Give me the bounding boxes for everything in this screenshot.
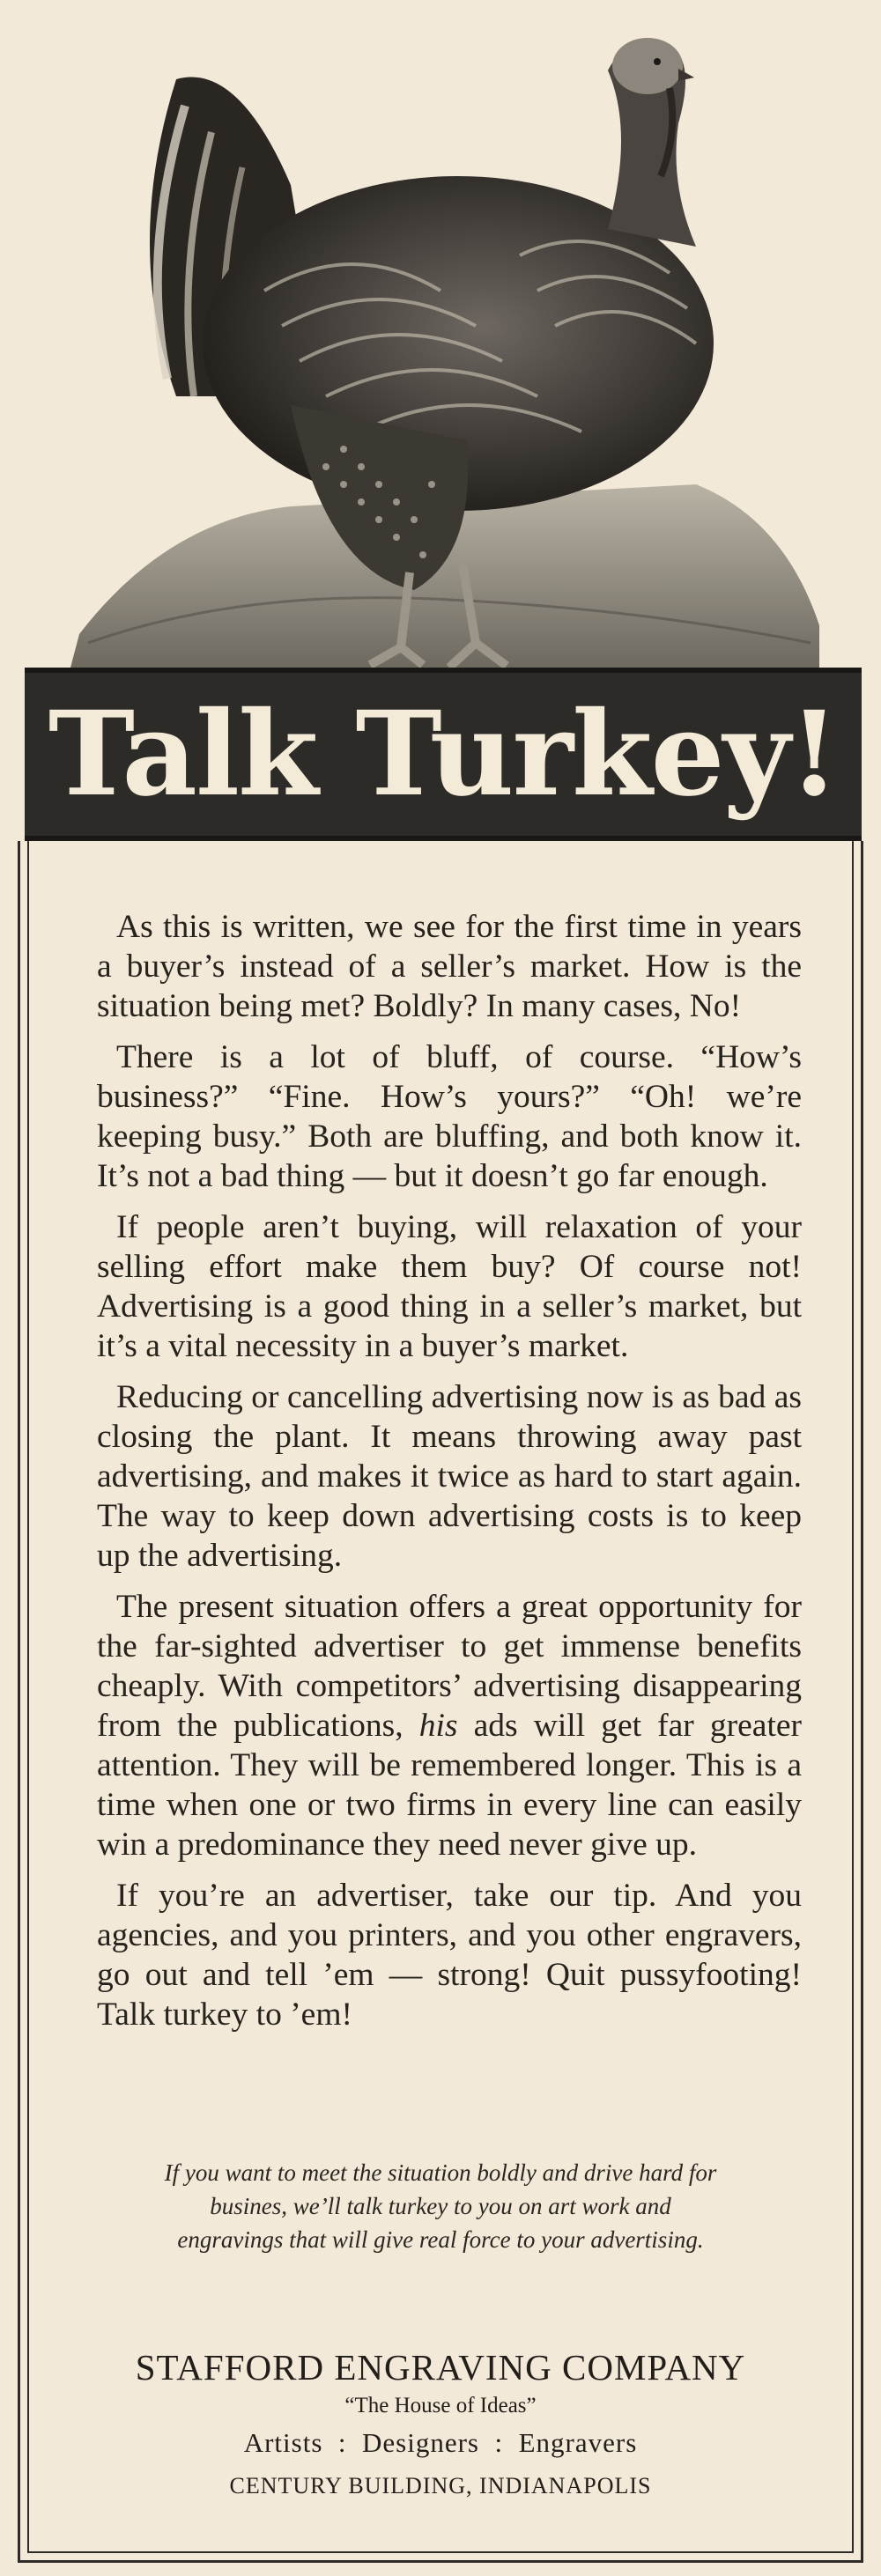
company-address: CENTURY BUILDING, INDIANAPOLIS	[229, 2473, 652, 2498]
paragraph-5	[97, 1587, 802, 1864]
company-motto: “The House of Ideas”	[344, 2394, 537, 2417]
paragraph-3: If people aren’t buying, will relaxation of your selling effort make them buy? Of course not! Advertising is a good thing in a seller’s market, but it’s a vital necessity in a buyer’s market.	[97, 1209, 802, 1364]
tagline: If you want to meet the situation boldly and drive hard for busines, we’ll talk turkey to you on art work and engravings that will give real force to your advertising.	[164, 2159, 717, 2253]
paragraph-6: If you’re an advertiser, take our tip. And you agencies, and you printers, and you other engravers, go out and tell ’em — strong! Quit pussyfooting! Talk turkey to ’em!	[97, 1878, 802, 2033]
headline: Talk Turkey!	[48, 685, 839, 823]
paragraph-1: As this is written, we see for the first time in years a buyer’s instead of a seller’s market. How is the situation being met? Boldly? In many cases, No!	[97, 909, 802, 1024]
body-copy	[97, 907, 802, 2046]
paragraph-5-end: ads will get far greater attention. They will be remembered longer. This is a time when one or two firms in every line can easily win a predominance they need never give up.	[97, 1708, 802, 1863]
turkey-drawing	[62, 26, 837, 678]
headline-banner	[25, 668, 862, 841]
turkey-illustration	[62, 26, 837, 678]
paragraph-5-emphasis: his	[418, 1708, 458, 1744]
company-roles: Artists : Designers : Engravers	[243, 2427, 638, 2458]
paragraph-4: Reducing or cancelling advertising now is as bad as closing the plant. It means throwing away past advertising, and makes it twice as hard to start again. The way to keep down advertising costs is to keep up the advertising.	[97, 1379, 802, 1574]
company-name: STAFFORD ENGRAVING COMPANY	[135, 2347, 746, 2388]
paragraph-2: There is a lot of bluff, of course. “How’s business?” “Fine. How’s yours?” “Oh! we’re keeping busy.” Both are bluffing, and both know it. It’s not a bad thing — but it doesn’t go far enough.	[97, 1039, 802, 1194]
paragraph-5-start: The present situation offers a great opportunity for the far-sighted advertiser to get immense benefits cheaply. With competitors’ advertising disappearing from the publications,	[97, 1589, 802, 1744]
